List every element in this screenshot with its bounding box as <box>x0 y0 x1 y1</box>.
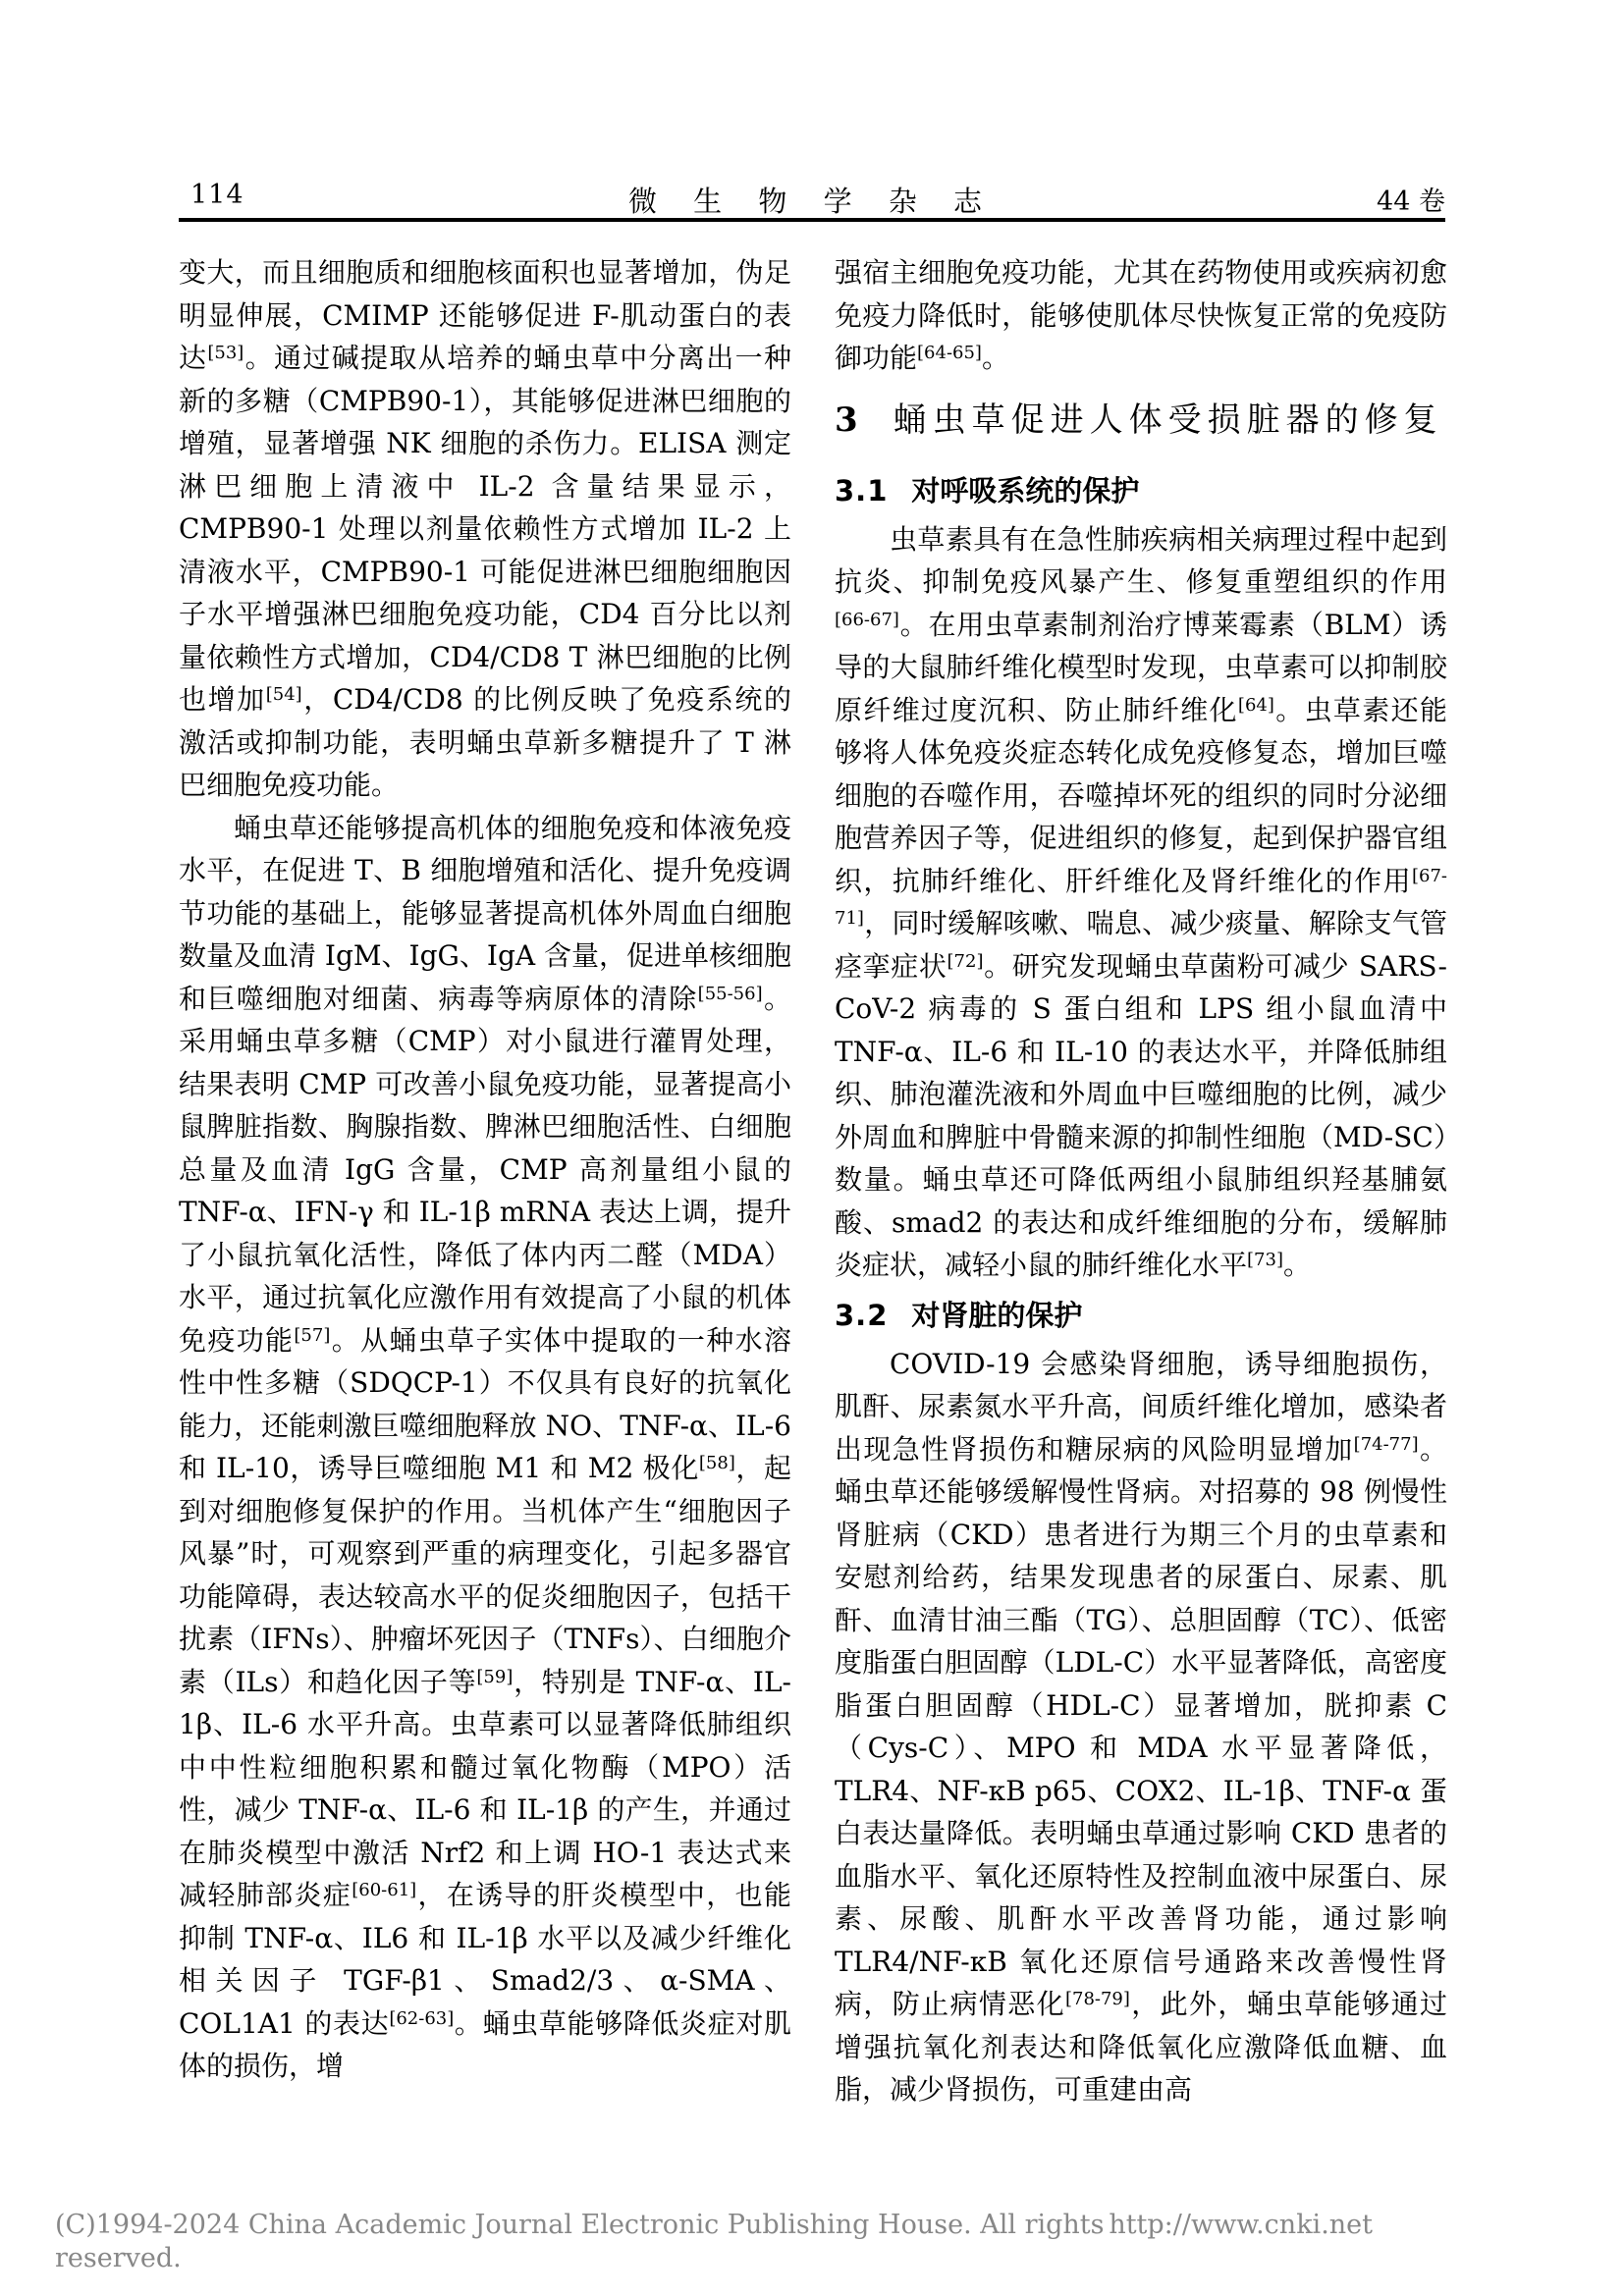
left-column <box>179 251 791 2088</box>
reference-superscript: [57] <box>294 1324 331 1346</box>
reference-superscript: [78-79] <box>1064 1989 1130 2009</box>
reference-superscript: [66-67] <box>835 609 899 630</box>
reference-superscript: [67-71] <box>835 865 1447 929</box>
reference-superscript: [53] <box>207 343 244 363</box>
header-rule <box>179 218 1445 222</box>
reference-superscript: [59] <box>476 1666 514 1687</box>
paragraph: 蛹虫草还能够提高机体的细胞免疫和体液免疫水平，在促进 T、B 细胞增殖和活化、提升免疫调节功能的基础上，能够显著提高机体外周血白细胞数量及血清 IgM、IgG、IgA 含量，促进单核细胞和巨噬细胞对细菌、病毒等病原体的清除[55-56]。采用蛹虫草多糖（CMP）对小鼠进行灌胃处理，结果表明 CMP 可改善小鼠免疫功能，显著提高小鼠脾脏指数、胸腺指数、脾淋巴细胞活性、白细胞总量及血清 IgG 含量，CMP 高剂量组小鼠的 TNF-α、IFN-γ 和 IL-1β mRNA 表达上调，提升了小鼠抗氧化活性，降低了体内丙二醛（MDA）水平，通过抗氧化应激作用有效提高了小鼠的机体免疫功能[57]。从蛹虫草子实体中提取的一种水溶性中性多糖（SDQCP-1）不仅具有良好的抗氧化能力，还能刺激巨噬细胞释放 NO、TNF-α、IL-6 和 IL-10，诱导巨噬细胞 M1 和 M2 极化[58]，起到对细胞修复保护的作用。当机体产生“细胞因子风暴”时，可观察到严重的病理变化，引起多器官功能障碍，表达较高水平的促炎细胞因子，包括干扰素（IFNs）、肿瘤坏死因子（TNFs）、白细胞介素（ILs）和趋化因子等[59]，特别是 TNF-α、IL-1β、IL-6 水平升高。虫草素可以显著降低肺组织中中性粒细胞积累和髓过氧化物酶（MPO）活性，减少 TNF-α、IL-6 和 IL-1β 的产生，并通过在肺炎模型中激活 Nrf2 和上调 HO-1 表达式来减轻肺部炎症[60-61]，在诱导的肝炎模型中，也能抑制 TNF-α、IL6 和 IL-1β 水平以及减少纤维化相关因子 TGF-β1、Smad2/3、α-SMA、COL1A1 的表达[62-63]。蛹虫草能够降低炎症对肌体的损伤，增 <box>179 811 792 2082</box>
reference-superscript: [58] <box>698 1453 735 1473</box>
reference-superscript: [74-77] <box>1353 1433 1419 1455</box>
reference-superscript: [64] <box>1237 694 1274 716</box>
copyright-text: (C)1994-2024 China Academic Journal Electronic Publishing House. All rights reserved. <box>55 2210 1105 2273</box>
subsection-heading <box>835 470 1447 512</box>
reference-superscript: [60-61] <box>352 1880 417 1900</box>
page-number: 114 <box>190 180 244 210</box>
reference-superscript: [64-65] <box>917 343 982 363</box>
section-number: 3.1 <box>835 473 889 507</box>
right-column <box>835 251 1447 2111</box>
subsection-heading <box>835 1295 1447 1337</box>
paragraph: 变大，而且细胞质和细胞核面积也显著增加，伪足明显伸展，CMIMP 还能够促进 F-肌动蛋白的表达[53]。通过碱提取从培养的蛹虫草中分离出一种新的多糖（CMPB90-1），其能够促进淋巴细胞的增殖，显著增强 NK 细胞的杀伤力。ELISA 测定淋巴细胞上清液中 IL-2 含量结果显示，CMPB90-1 处理以剂量依赖性方式增加 IL-2 上清液水平，CMPB90-1 可能促进淋巴细胞细胞因子水平增强淋巴细胞免疫功能，CD4 百分比以剂量依赖性方式增加，CD4/CD8 T 淋巴细胞的比例也增加[54]，CD4/CD8 的比例反映了免疫系统的激活或抑制功能，表明蛹虫草新多糖提升了 T 淋巴细胞免疫功能。 <box>179 256 791 801</box>
page-footer <box>55 2209 1373 2275</box>
volume-label: 44 卷 <box>1377 187 1445 217</box>
reference-superscript: [55-56] <box>697 983 763 1004</box>
reference-superscript: [54] <box>265 684 302 705</box>
paragraph: COVID-19 会感染肾细胞，诱导细胞损伤，肌酐、尿素氮水平升高，间质纤维化增加，感染者出现急性肾损伤和糖尿病的风险明显增加[74-77]。蛹虫草还能够缓解慢性肾病。对招募的 98 例慢性肾脏病（CKD）患者进行为期三个月的虫草素和安慰剂给药，结果发现患者的尿蛋白、尿素、肌酐、血清甘油三酯（TG）、总胆固醇（TC）、低密度脂蛋白胆固醇（LDL-C）水平显著降低，高密度脂蛋白胆固醇（HDL-C）显著增加，胱抑素 C（Cys-C）、MPO 和 MDA 水平显著降低，TLR4、NF-κB p65、COX2、IL-1β、TNF-α 蛋白表达量降低。表明蛹虫草通过影响 CKD 患者的血脂水平、氧化还原特性及控制血液中尿蛋白、尿素、尿酸、肌酐水平改善肾功能，通过影响 TLR4/NF-κB 氧化还原信号通路来改善慢性肾病，防止病情恶化[78-79]，此外，蛹虫草能够通过增强抗氧化剂表达和降低氧化应激降低血糖、血脂，减少肾损伤，可重建由高 <box>835 1347 1447 2106</box>
section-number: 3.2 <box>835 1298 889 1332</box>
section-title: 对肾脏的保护 <box>911 1298 1083 1332</box>
page-header <box>179 180 1445 218</box>
section-number: 3 <box>835 400 858 440</box>
section-heading <box>835 399 1447 442</box>
reference-superscript: [72] <box>947 950 984 972</box>
paragraph: 虫草素具有在急性肺疾病相关病理过程中起到抗炎、抑制免疫风暴产生、修复重塑组织的作用[66-67]。在用虫草素制剂治疗博莱霉素（BLM）诱导的大鼠肺纤维化模型时发现，虫草素可以抑制胶原纤维过度沉积、防止肺纤维化[64]。虫草素还能够将人体免疫炎症态转化成免疫修复态，增加巨噬细胞的吞噬作用，吞噬掉坏死的组织的同时分泌细胞营养因子等，促进组织的修复，起到保护器官组织，抗肺纤维化、肝纤维化及肾纤维化的作用[67-71]，同时缓解咳嗽、喘息、减少痰量、解除支气管痉挛症状[72]。研究发现蛹虫草菌粉可减少 SARS-CoV-2 病毒的 S 蛋白组和 LPS 组小鼠血清中 TNF-α、IL-6 和 IL-10 的表达水平，并降低肺组织、肺泡灌洗液和外周血中巨噬细胞的比例，减少外周血和脾脏中骨髓来源的抑制性细胞（MD-SC）数量。蛹虫草还可降低两组小鼠肺组织羟基脯氨酸、smad2 的表达和成纤维细胞的分布，缓解肺炎症状，减轻小鼠的肺纤维化水平[73]。 <box>835 522 1447 1281</box>
section-title: 蛹虫草促进人体受损脏器的修复 <box>893 400 1443 440</box>
paragraph: 强宿主细胞免疫功能，尤其在药物使用或疾病初愈免疫力降低时，能够使肌体尽快恢复正常的免疫防御功能[64-65]。 <box>835 256 1447 374</box>
footer-url: http://www.cnki.net <box>1109 2210 1373 2240</box>
section-title: 对呼吸系统的保护 <box>911 473 1140 507</box>
journal-title: 微 生 物 学 杂 志 <box>627 185 997 218</box>
reference-superscript: [62-63] <box>389 2007 455 2029</box>
reference-superscript: [73] <box>1247 1250 1283 1270</box>
